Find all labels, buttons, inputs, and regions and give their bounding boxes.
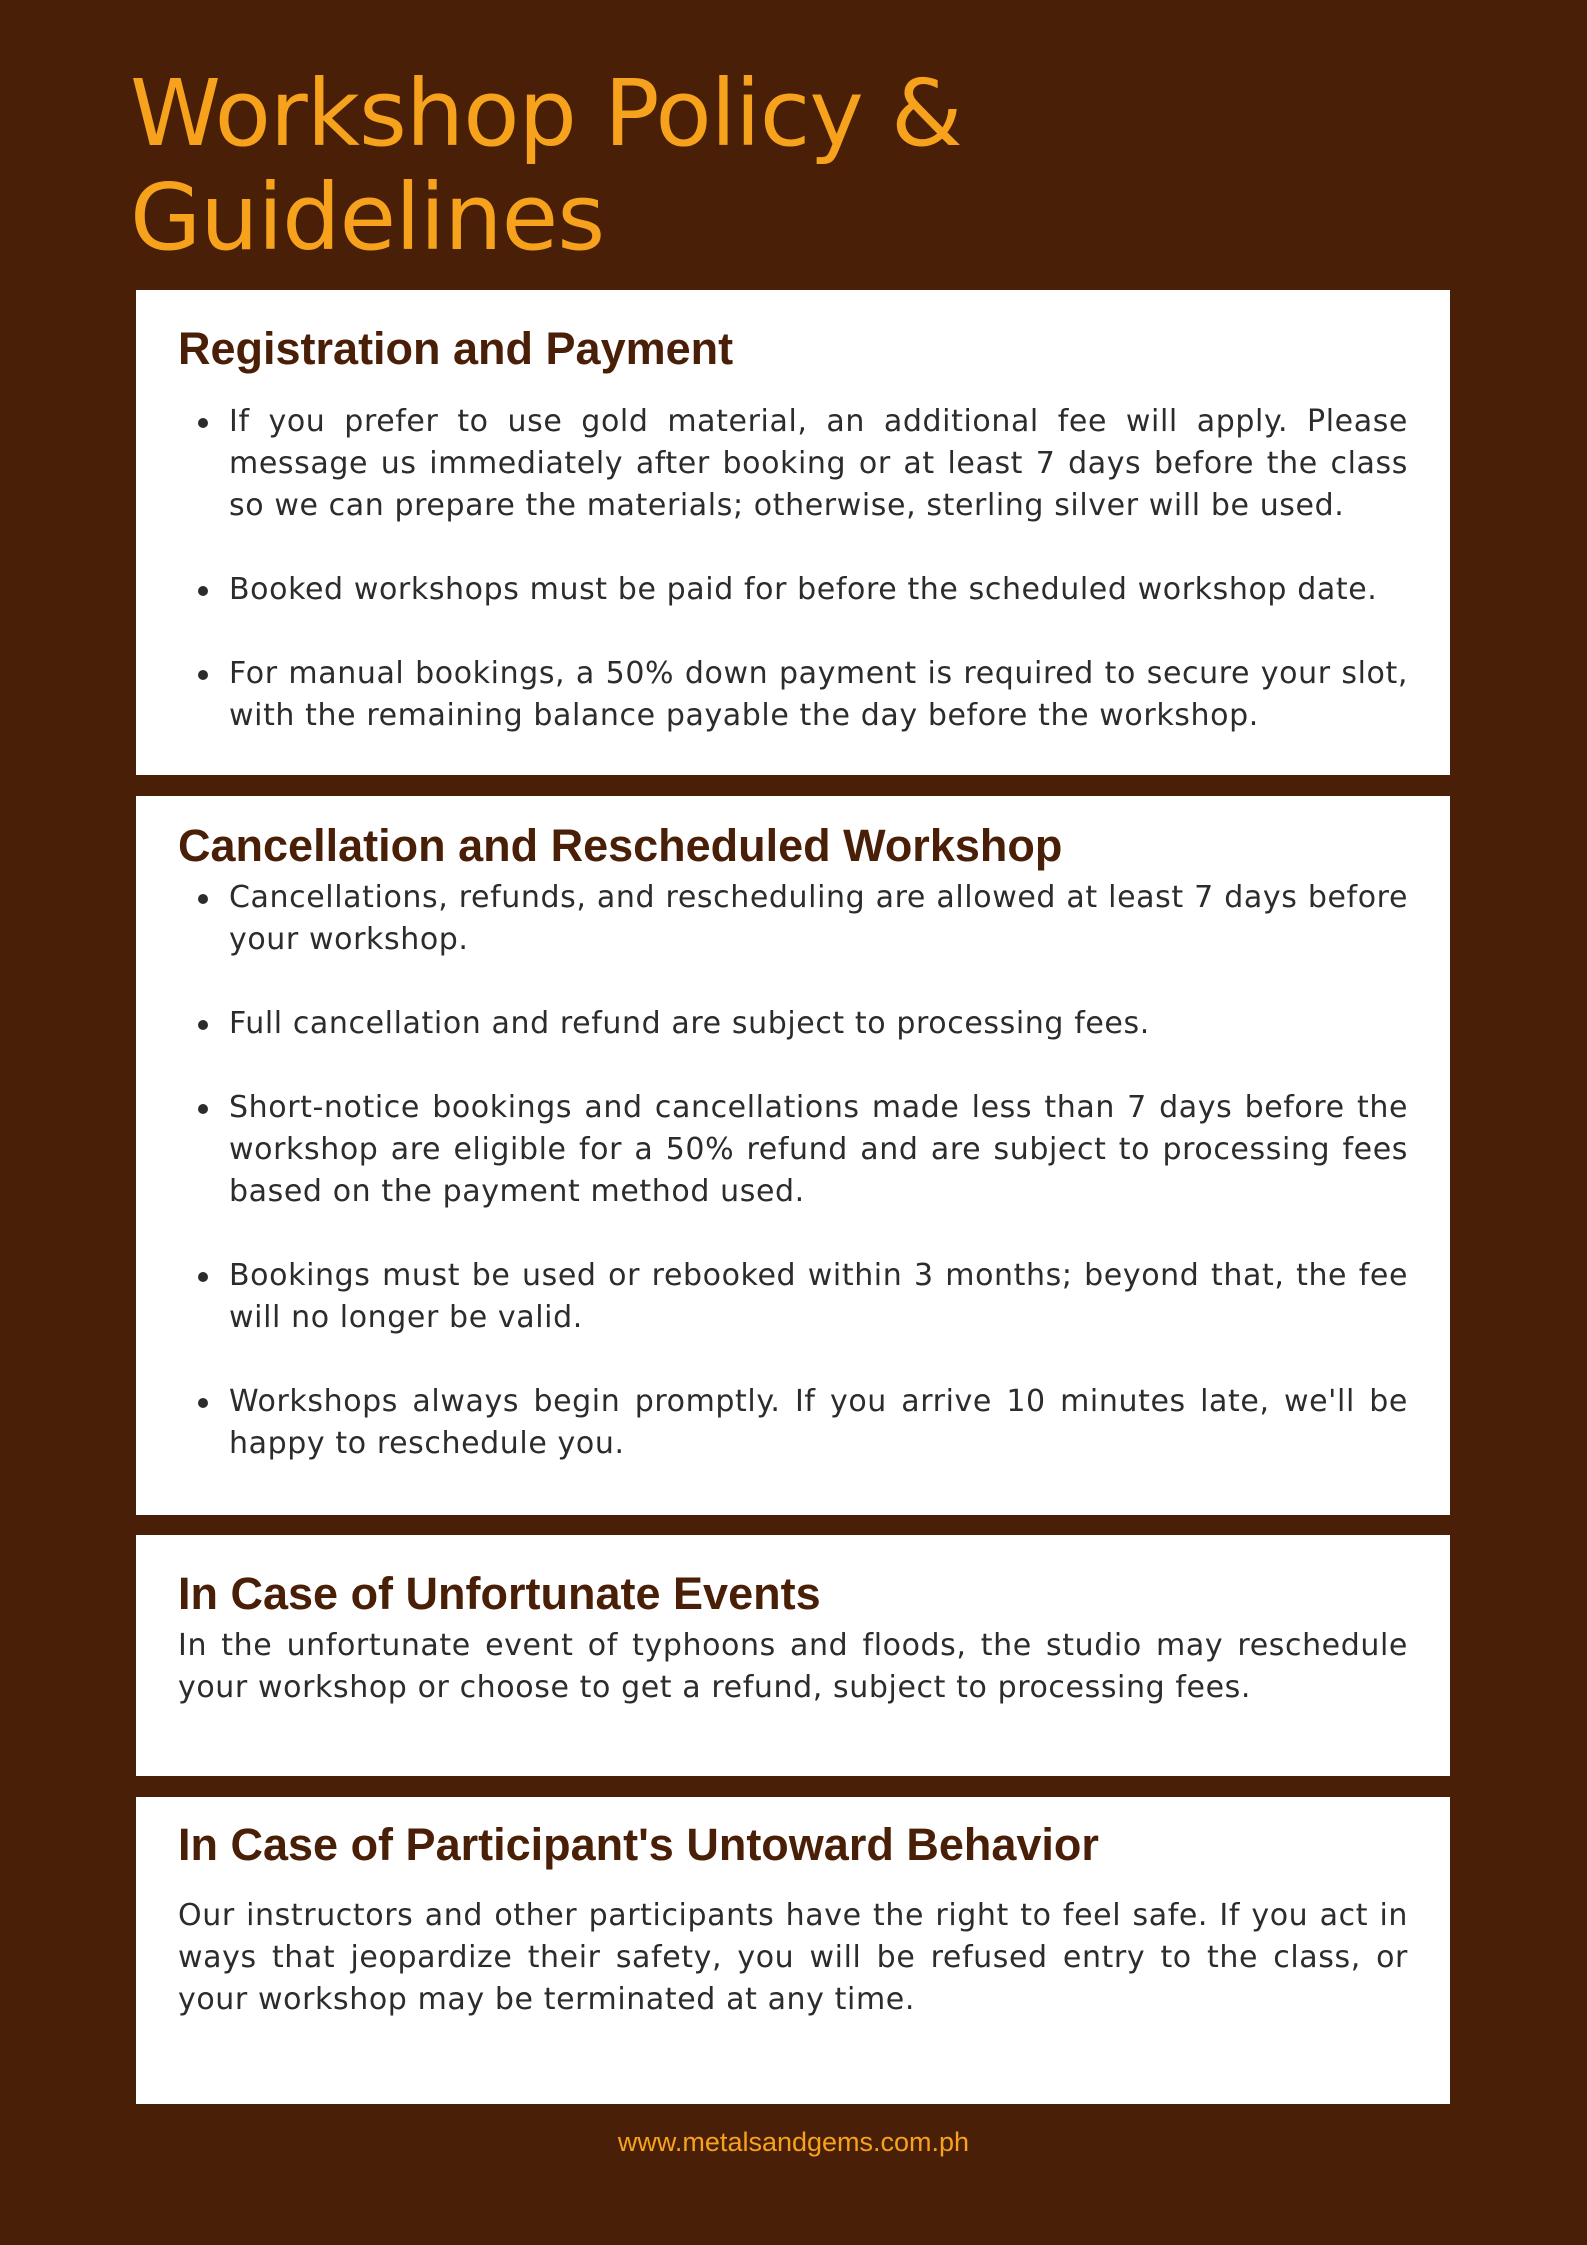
registration-bullet-list xyxy=(178,401,1408,737)
registration-payment-card xyxy=(136,290,1450,775)
bullet-icon xyxy=(198,1272,208,1282)
website-link[interactable]: www.metalsandgems.com.ph xyxy=(617,2127,970,2157)
bullet-text: Bookings must be used or rebooked within 3 months; beyond that, the fee will no longer be valid. xyxy=(229,1258,1408,1335)
bullet-icon xyxy=(198,418,208,428)
section-heading-cancellation: Cancellation and Rescheduled Workshop xyxy=(178,820,1063,871)
section-heading-unfortunate-events: In Case of Unfortunate Events xyxy=(178,1568,821,1619)
bullet-text: Full cancellation and refund are subject to processing fees. xyxy=(229,1006,1150,1041)
bullet-text: Workshops always begin promptly. If you arrive 10 minutes late, we'll be happy to reschedule you. xyxy=(229,1384,1408,1461)
bullet-text: For manual bookings, a 50% down payment is required to secure your slot, with the remaining balance payable the day before the workshop. xyxy=(229,656,1408,733)
list-item xyxy=(178,569,1408,611)
list-item xyxy=(178,1087,1408,1213)
section-heading-untoward-behavior: In Case of Participant's Untoward Behavior xyxy=(178,1819,1099,1870)
bullet-text: Short-notice bookings and cancellations made less than 7 days before the workshop are eligible for a 50% refund and are subject to processing fees based on the payment method used. xyxy=(229,1090,1408,1209)
untoward-behavior-card xyxy=(136,1797,1450,2104)
bullet-icon xyxy=(198,1020,208,1030)
page-title-line-1: Workshop Policy & xyxy=(130,60,962,167)
bullet-icon xyxy=(198,670,208,680)
untoward-behavior-text: Our instructors and other participants have the right to feel safe. If you act in ways that jeopardize their safety, you will be refused entry to the class, or your workshop may be terminated at any time. xyxy=(178,1898,1408,2017)
unfortunate-events-card xyxy=(136,1535,1450,1776)
list-item xyxy=(178,401,1408,527)
bullet-icon xyxy=(198,1398,208,1408)
bullet-text: If you prefer to use gold material, an additional fee will apply. Please message us immediately after booking or at least 7 days before the class so we can prepare the materials; otherwise, sterling silver will be used. xyxy=(229,404,1408,523)
list-item xyxy=(178,1255,1408,1339)
section-heading-registration: Registration and Payment xyxy=(178,323,734,374)
bullet-icon xyxy=(198,894,208,904)
bullet-icon xyxy=(198,586,208,596)
list-item xyxy=(178,1381,1408,1465)
list-item xyxy=(178,877,1408,961)
page-title-line-2: Guidelines xyxy=(130,164,605,271)
unfortunate-events-text: In the unfortunate event of typhoons and floods, the studio may reschedule your workshop or choose to get a refund, subject to processing fees. xyxy=(178,1628,1408,1705)
list-item xyxy=(178,1003,1408,1045)
cancellation-card xyxy=(136,796,1450,1515)
cancellation-bullet-list xyxy=(178,877,1408,1465)
bullet-text: Cancellations, refunds, and rescheduling are allowed at least 7 days before your workshop. xyxy=(229,880,1408,957)
page-title xyxy=(130,62,1230,270)
bullet-icon xyxy=(198,1104,208,1114)
list-item xyxy=(178,653,1408,737)
bullet-text: Booked workshops must be paid for before the scheduled workshop date. xyxy=(229,572,1378,607)
